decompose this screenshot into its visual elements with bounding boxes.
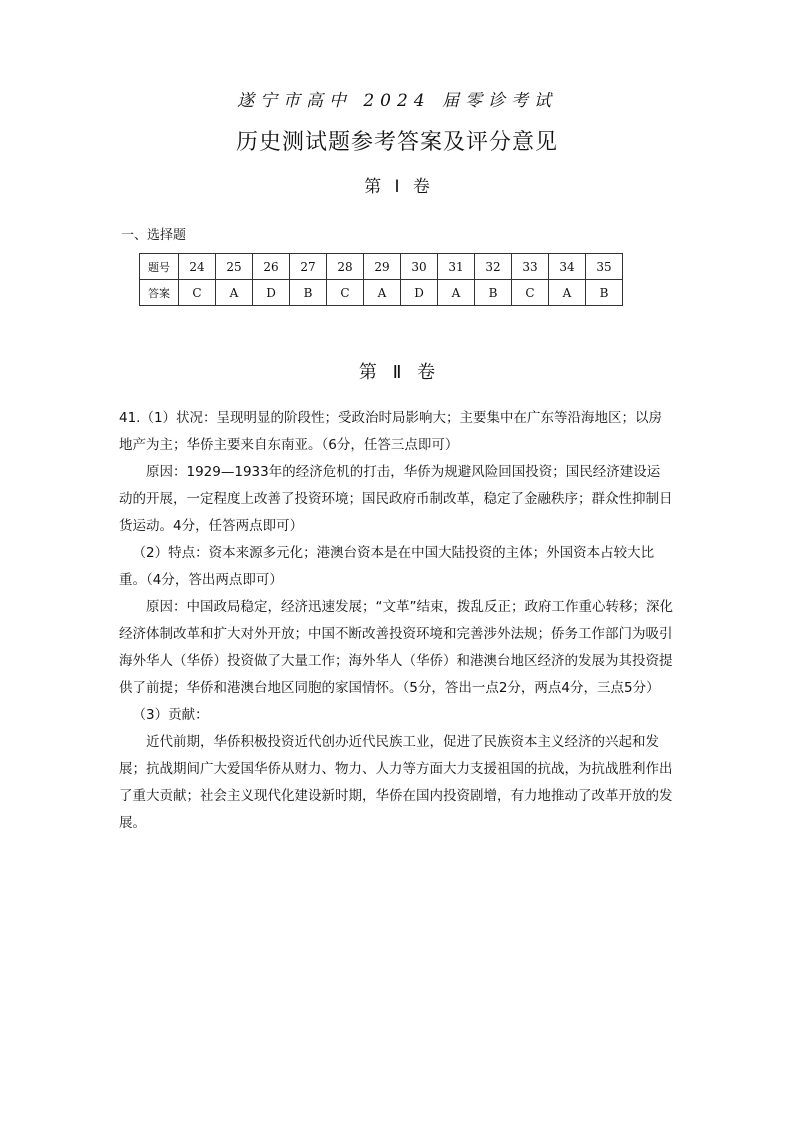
q41-part2-reason: 原因：中国政局稳定，经济迅速发展；“文革”结束，拨乱反正；政府工作重心转移；深化经济体制改革和扩大对外开放；中国不断改善投资环境和完善涉外法规；侨务工作部门为吸引海外华人（华侨）投资做了大量工作；海外华人（华侨）和港澳台地区经济的发展为其投资提供了前提；华侨和港澳台地区同胞的家国情怀。（5分，答出一点2分，两点4分，三点5分）: [119, 599, 673, 696]
answer-cell: D: [401, 280, 438, 306]
answer-cell: A: [364, 280, 401, 306]
number-row: [140, 254, 623, 280]
answer-cell: B: [290, 280, 327, 306]
question-number: 30: [401, 254, 438, 280]
answer-cell: B: [475, 280, 512, 306]
volume-1-heading: 第 Ⅰ 卷: [364, 177, 430, 197]
question-number: 25: [216, 254, 253, 280]
answer-row: [140, 280, 623, 306]
question-number: 32: [475, 254, 512, 280]
question-number: 28: [327, 254, 364, 280]
answer-table: [139, 253, 623, 306]
document-title: 历史测试题参考答案及评分意见: [235, 130, 558, 155]
question-number: 33: [512, 254, 549, 280]
answer-cell: C: [179, 280, 216, 306]
row-header-answer: 答案: [140, 280, 179, 306]
essay-answers: [119, 405, 673, 837]
question-number: 34: [549, 254, 586, 280]
answer-cell: B: [586, 280, 623, 306]
answer-cell: C: [327, 280, 364, 306]
q41-part3-heading: （3）贡献：: [132, 707, 209, 723]
q41-part1-reason: 原因：1929—1933年的经济危机的打击，华侨为规避风险回国投资；国民经济建设运动的开展，一定程度上改善了投资环境；国民政府币制改革，稳定了金融秩序；群众性抑制日货运动。4分，任答两点即可）: [119, 464, 673, 534]
q41-part1-status: 41.（1）状况：呈现明显的阶段性；受政治时局影响大；主要集中在广东等沿海地区；以房地产为主；华侨主要来自东南亚。（6分，任答三点即可）: [119, 410, 663, 453]
q41-part3-text: 近代前期，华侨积极投资近代创办近代民族工业，促进了民族资本主义经济的兴起和发展；抗战期间广大爱国华侨从财力、物力、人力等方面大力支援祖国的抗战，为抗战胜利作出了重大贡献；社会主义现代化建设新时期，华侨在国内投资剧增，有力地推动了改革开放的发展。: [119, 734, 673, 831]
multiple-choice-section-title: 一、选择题: [121, 228, 187, 243]
question-number: 24: [179, 254, 216, 280]
question-number: 31: [438, 254, 475, 280]
answer-cell: D: [253, 280, 290, 306]
answer-cell: C: [512, 280, 549, 306]
answer-cell: A: [549, 280, 586, 306]
question-number: 26: [253, 254, 290, 280]
question-number: 29: [364, 254, 401, 280]
question-number: 27: [290, 254, 327, 280]
answer-cell: A: [438, 280, 475, 306]
answer-cell: A: [216, 280, 253, 306]
row-header-number: 题号: [140, 254, 179, 280]
exam-header: 遂宁市高中 2024 届零诊考试: [236, 91, 558, 111]
volume-2-heading: 第 Ⅱ 卷: [358, 362, 436, 383]
q41-part2-features: （2）特点：资本来源多元化；港澳台资本是在中国大陆投资的主体；外国资本占较大比重。（4分，答出两点即可）: [119, 545, 655, 588]
question-number: 35: [586, 254, 623, 280]
